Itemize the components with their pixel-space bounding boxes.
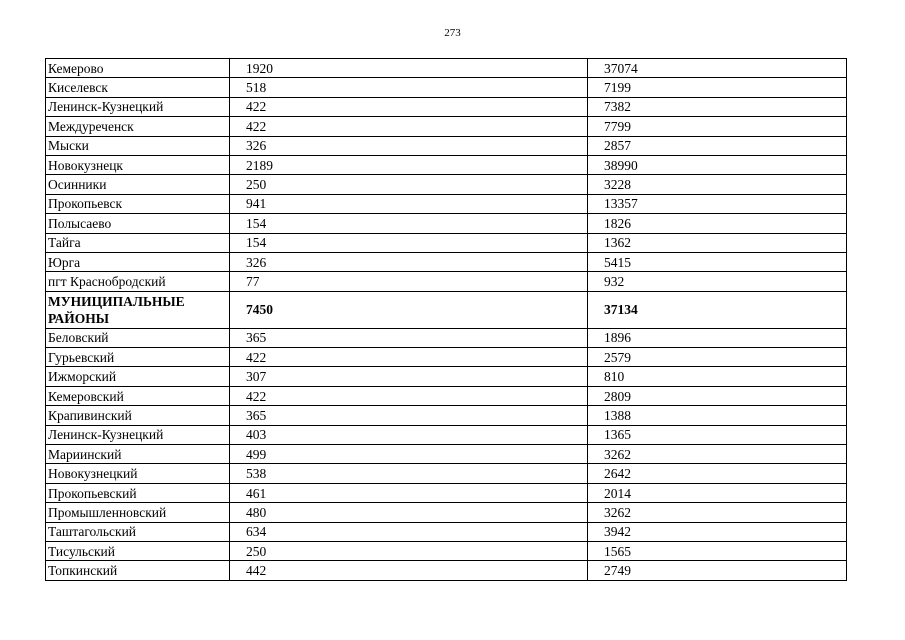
row-name-cell: Кемерово (46, 59, 230, 78)
row-value2-cell: 38990 (588, 155, 847, 174)
row-value1-cell: 77 (230, 272, 588, 291)
row-value1-cell: 250 (230, 175, 588, 194)
row-value1-cell: 326 (230, 252, 588, 271)
row-value1-cell: 1920 (230, 59, 588, 78)
row-name-cell: Крапивинский (46, 406, 230, 425)
row-value2-cell: 1896 (588, 328, 847, 347)
row-value2-cell: 1365 (588, 425, 847, 444)
row-value1-cell: 518 (230, 78, 588, 97)
table-row (46, 406, 847, 425)
row-name-cell: Мыски (46, 136, 230, 155)
row-value1-cell: 365 (230, 406, 588, 425)
row-value2-cell: 3228 (588, 175, 847, 194)
table-row (46, 386, 847, 405)
row-value1-cell: 2189 (230, 155, 588, 174)
row-name-cell: Прокопьевский (46, 483, 230, 502)
row-value1-cell: 480 (230, 503, 588, 522)
row-value1-cell: 422 (230, 117, 588, 136)
row-name-cell: Новокузнецк (46, 155, 230, 174)
row-value1-cell: 499 (230, 445, 588, 464)
row-name-cell: Киселевск (46, 78, 230, 97)
table-row (46, 136, 847, 155)
row-value1-cell: 154 (230, 214, 588, 233)
row-value1-cell: 461 (230, 483, 588, 502)
row-value2-cell: 932 (588, 272, 847, 291)
row-value1-cell: 442 (230, 561, 588, 580)
row-value2-cell: 1362 (588, 233, 847, 252)
row-name-cell: МУНИЦИПАЛЬНЫЕ РАЙОНЫ (46, 291, 230, 328)
table-row (46, 464, 847, 483)
row-value1-cell: 941 (230, 194, 588, 213)
row-value2-cell: 2857 (588, 136, 847, 155)
row-value2-cell: 37134 (588, 291, 847, 328)
row-value1-cell: 326 (230, 136, 588, 155)
section-row (46, 291, 847, 328)
row-name-cell: Таштагольский (46, 522, 230, 541)
row-name-cell: Ленинск-Кузнецкий (46, 425, 230, 444)
row-value1-cell: 250 (230, 541, 588, 560)
row-value1-cell: 307 (230, 367, 588, 386)
row-name-cell: Мариинский (46, 445, 230, 464)
row-name-cell: Осинники (46, 175, 230, 194)
row-value2-cell: 1565 (588, 541, 847, 560)
row-value1-cell: 403 (230, 425, 588, 444)
row-name-cell: Топкинский (46, 561, 230, 580)
row-value1-cell: 7450 (230, 291, 588, 328)
table-row (46, 425, 847, 444)
row-name-cell: Междуреченск (46, 117, 230, 136)
table-row (46, 541, 847, 560)
row-name-cell: Тайга (46, 233, 230, 252)
table-row (46, 233, 847, 252)
table-row (46, 328, 847, 347)
row-value2-cell: 13357 (588, 194, 847, 213)
row-value1-cell: 634 (230, 522, 588, 541)
row-value2-cell: 7799 (588, 117, 847, 136)
row-value1-cell: 538 (230, 464, 588, 483)
row-value2-cell: 2014 (588, 483, 847, 502)
table-row (46, 252, 847, 271)
table-row (46, 561, 847, 580)
row-name-cell: Ленинск-Кузнецкий (46, 97, 230, 116)
table-row (46, 78, 847, 97)
table-row (46, 97, 847, 116)
row-value2-cell: 7199 (588, 78, 847, 97)
table-row (46, 272, 847, 291)
table-row (46, 483, 847, 502)
row-value2-cell: 5415 (588, 252, 847, 271)
row-name-cell: Кемеровский (46, 386, 230, 405)
row-value2-cell: 3262 (588, 445, 847, 464)
row-name-cell: Полысаево (46, 214, 230, 233)
table-row (46, 59, 847, 78)
row-value2-cell: 1826 (588, 214, 847, 233)
row-name-cell: Новокузнецкий (46, 464, 230, 483)
row-value2-cell: 2579 (588, 348, 847, 367)
page-number: 273 (444, 27, 461, 39)
table-row (46, 367, 847, 386)
table-row (46, 155, 847, 174)
row-value2-cell: 2642 (588, 464, 847, 483)
row-value1-cell: 422 (230, 97, 588, 116)
table-row (46, 214, 847, 233)
row-name-cell: Гурьевский (46, 348, 230, 367)
row-value2-cell: 2809 (588, 386, 847, 405)
row-value2-cell: 2749 (588, 561, 847, 580)
table-row (46, 348, 847, 367)
row-value2-cell: 7382 (588, 97, 847, 116)
row-name-cell: пгт Краснобродский (46, 272, 230, 291)
row-value1-cell: 422 (230, 386, 588, 405)
row-name-cell: Беловский (46, 328, 230, 347)
row-value2-cell: 3262 (588, 503, 847, 522)
row-value2-cell: 37074 (588, 59, 847, 78)
table-row (46, 522, 847, 541)
row-value1-cell: 154 (230, 233, 588, 252)
table-row (46, 117, 847, 136)
table-row (46, 503, 847, 522)
row-name-cell: Ижморский (46, 367, 230, 386)
row-value1-cell: 422 (230, 348, 588, 367)
data-table (45, 58, 847, 581)
table-row (46, 194, 847, 213)
table-row (46, 175, 847, 194)
row-value2-cell: 1388 (588, 406, 847, 425)
row-value2-cell: 810 (588, 367, 847, 386)
row-name-cell: Юрга (46, 252, 230, 271)
row-name-cell: Тисульский (46, 541, 230, 560)
table-row (46, 445, 847, 464)
row-name-cell: Промышленновский (46, 503, 230, 522)
row-value1-cell: 365 (230, 328, 588, 347)
row-name-cell: Прокопьевск (46, 194, 230, 213)
row-value2-cell: 3942 (588, 522, 847, 541)
table-body (46, 59, 847, 581)
